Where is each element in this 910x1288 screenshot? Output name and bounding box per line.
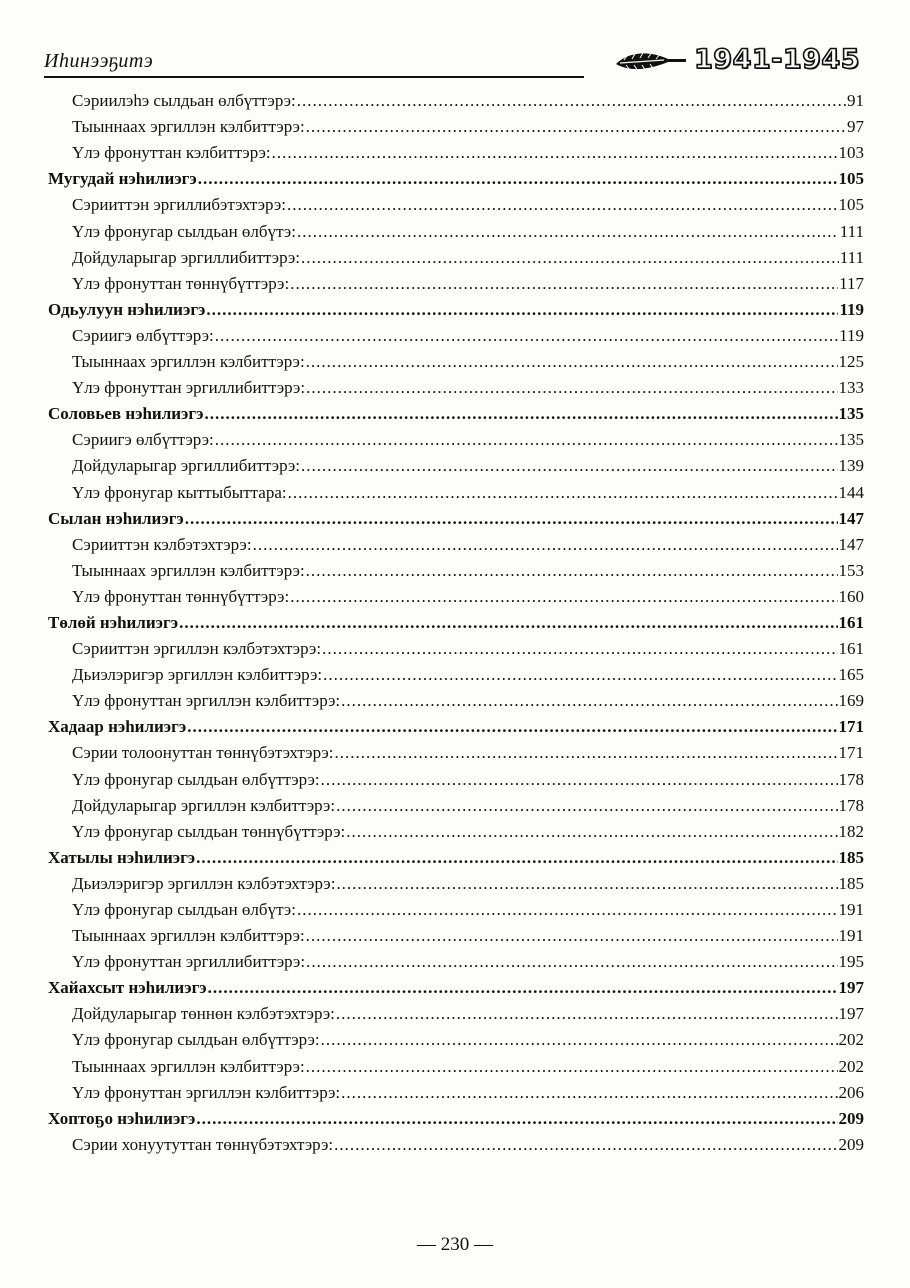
toc-page-number: 206 [838, 1082, 864, 1102]
toc-subentry [44, 634, 864, 660]
toc-page-number: 161 [838, 612, 864, 632]
dot-leader [306, 560, 838, 582]
toc-subentry [44, 190, 864, 216]
toc-entry-title: Үлэ фронугар сылдьан өлбүттэрэ: [72, 1030, 320, 1050]
toc-page-number: 91 [847, 91, 864, 111]
feather-icon [614, 46, 688, 76]
toc-subentry [44, 138, 864, 164]
toc-entry-title: Үлэ фронуттан эргиллибиттэрэ: [72, 952, 306, 972]
toc-entry-title: Үлэ фронуттан эргиллэн кэлбиттэрэ: [72, 1082, 341, 1102]
dot-leader [196, 1108, 837, 1130]
toc-page-number: 197 [838, 978, 864, 998]
toc-page-number: 161 [838, 639, 864, 659]
toc-entry-title: Үлэ фронугар сылдьан өлбүтэ: [72, 221, 296, 241]
table-of-contents [44, 86, 864, 1156]
dot-leader [215, 429, 838, 451]
toc-page-number: 111 [839, 221, 864, 241]
toc-entry-title: Тыыннаах эргиллэн кэлбиттэрэ: [72, 117, 305, 137]
dot-leader [179, 612, 837, 634]
toc-page-number: 105 [838, 169, 864, 189]
dot-leader [301, 455, 837, 477]
toc-page-number: 171 [838, 743, 864, 763]
toc-subentry [44, 425, 864, 451]
toc-entry-title: Үлэ фронуттан төннүбүттэрэ: [72, 273, 290, 293]
toc-page-number: 169 [838, 691, 864, 711]
toc-page-number: 97 [847, 117, 864, 137]
toc-entry-title: Хоптоҕо нэһилиэгэ [48, 1108, 196, 1128]
dot-leader [306, 951, 837, 973]
dot-leader [323, 664, 837, 686]
toc-page-number: 125 [838, 352, 864, 372]
toc-subentry [44, 530, 864, 556]
toc-subentry [44, 1078, 864, 1104]
toc-subentry [44, 738, 864, 764]
running-title: Иһинээҕитэ [44, 50, 154, 72]
toc-entry-title: Дьиэлэригэр эргиллэн кэлбиттэрэ: [72, 665, 323, 685]
toc-subentry [44, 1130, 864, 1156]
toc-page-number: 147 [838, 508, 864, 528]
toc-page-number: 111 [839, 247, 864, 267]
toc-entry-title: Үлэ фронуттан төннүбүттэрэ: [72, 586, 290, 606]
toc-entry-title: Тыыннаах эргиллэн кэлбиттэрэ: [72, 1056, 305, 1076]
toc-entry-title: Үлэ фронуттан эргиллэн кэлбиттэрэ: [72, 691, 341, 711]
dot-leader [334, 1134, 837, 1156]
dot-leader [253, 534, 838, 556]
toc-subentry [44, 947, 864, 973]
dot-leader [215, 325, 838, 347]
toc-section-entry [44, 164, 864, 190]
toc-entry-title: Сэрииттэн эргиллибэтэхтэрэ: [72, 195, 286, 215]
toc-page-number: 133 [838, 378, 864, 398]
toc-subentry [44, 216, 864, 242]
header-rule [44, 76, 584, 78]
dot-leader [301, 247, 839, 269]
toc-entry-title: Дьиэлэригэр эргиллэн кэлбэтэхтэрэ: [72, 873, 336, 893]
dot-leader [306, 116, 846, 138]
toc-subentry [44, 243, 864, 269]
toc-page-number: 144 [838, 482, 864, 502]
toc-page-number: 139 [838, 456, 864, 476]
dot-leader [297, 90, 846, 112]
toc-subentry [44, 347, 864, 373]
dot-leader [335, 742, 838, 764]
toc-page-number: 191 [838, 900, 864, 919]
toc-entry-title: Дойдуларыгар эргиллэн кэлбиттэрэ: [72, 795, 336, 815]
toc-page-number: 105 [838, 195, 864, 215]
dot-leader [287, 194, 838, 216]
toc-page-number: 171 [838, 717, 864, 737]
dot-leader [306, 925, 838, 947]
toc-page-number: 160 [838, 586, 864, 606]
toc-subentry [44, 764, 864, 790]
toc-entry-title: Сэриилэһэ сылдьан өлбүттэрэ: [72, 91, 296, 111]
toc-entry-title: Хадаар нэһилиэгэ [48, 717, 187, 737]
toc-page-number: 153 [838, 560, 864, 580]
years-emblem: 1941-1945 [694, 44, 860, 75]
toc-subentry [44, 556, 864, 582]
toc-entry-title: Тыыннаах эргиллэн кэлбиттэрэ: [72, 926, 305, 946]
toc-subentry [44, 582, 864, 608]
dot-leader [346, 821, 837, 843]
toc-page-number: 135 [838, 404, 864, 424]
toc-subentry [44, 1051, 864, 1077]
toc-page-number: 165 [838, 665, 864, 685]
dot-leader [206, 299, 838, 321]
dot-leader [341, 690, 837, 712]
toc-page-number: 195 [838, 952, 864, 972]
toc-page-number: 185 [838, 873, 864, 893]
dot-leader [322, 638, 837, 660]
dot-leader [306, 377, 837, 399]
toc-entry-title: Хатылы нэһилиэгэ [48, 847, 196, 867]
toc-entry-title: Үлэ фронуттан эргиллибиттэрэ: [72, 378, 306, 398]
toc-section-entry [44, 973, 864, 999]
dot-leader [196, 847, 837, 869]
toc-subentry [44, 321, 864, 347]
toc-page-number: 209 [838, 1108, 864, 1128]
toc-entry-title: Төлөй нэһилиэгэ [48, 612, 179, 632]
dot-leader [341, 1082, 837, 1104]
toc-entry-title: Мугудай нэһилиэгэ [48, 169, 197, 189]
toc-page-number: 135 [838, 430, 864, 450]
toc-entry-title: Үлэ фронугар сылдьан төннүбүттэрэ: [72, 821, 346, 841]
dot-leader [336, 1003, 838, 1025]
toc-entry-title: Сэриигэ өлбүттэрэ: [72, 325, 214, 345]
toc-page-number: 202 [838, 1030, 864, 1050]
dot-leader [290, 273, 838, 295]
toc-entry-title: Сылан нэһилиэгэ [48, 508, 184, 528]
dot-leader [336, 795, 837, 817]
toc-entry-title: Сэриигэ өлбүттэрэ: [72, 430, 214, 450]
toc-page-number: 209 [838, 1134, 864, 1154]
toc-subentry [44, 686, 864, 712]
toc-entry-title: Сэрии толоонуттан төннүбэтэхтэрэ: [72, 743, 334, 763]
toc-subentry [44, 1025, 864, 1051]
toc-page-number: 119 [839, 325, 864, 345]
toc-page-number: 178 [838, 795, 864, 815]
page-header [44, 42, 864, 82]
toc-entry-title: Сэрииттэн эргиллэн кэлбэтэхтэрэ: [72, 639, 322, 659]
toc-entry-title: Үлэ фронугар сылдьан өлбүтэ: [72, 900, 296, 919]
toc-subentry [44, 895, 864, 921]
toc-entry-title: Үлэ фронуттан кэлбиттэрэ: [72, 143, 271, 163]
toc-page-number: 103 [838, 143, 864, 163]
toc-entry-title: Сэрииттэн кэлбэтэхтэрэ: [72, 534, 252, 554]
toc-section-entry [44, 712, 864, 738]
toc-subentry [44, 477, 864, 503]
toc-subentry [44, 373, 864, 399]
dot-leader [336, 873, 837, 895]
toc-page-number: 182 [838, 821, 864, 841]
toc-subentry [44, 660, 864, 686]
toc-subentry [44, 112, 864, 138]
dot-leader [290, 586, 837, 608]
toc-page-number: 185 [838, 847, 864, 867]
toc-entry-title: Дойдуларыгар эргиллибиттэрэ: [72, 247, 301, 267]
toc-subentry [44, 869, 864, 895]
toc-entry-title: Одьулуун нэһилиэгэ [48, 299, 206, 319]
toc-entry-title: Тыыннаах эргиллэн кэлбиттэрэ: [72, 560, 305, 580]
toc-subentry [44, 999, 864, 1025]
toc-page-number: 178 [838, 769, 864, 789]
toc-page-number: 197 [838, 1004, 864, 1024]
toc-subentry [44, 86, 864, 112]
toc-entry-title: Дойдуларыгар төннөн кэлбэтэхтэрэ: [72, 1004, 335, 1024]
dot-leader [187, 716, 837, 738]
toc-section-entry [44, 295, 864, 321]
dot-leader [272, 142, 838, 164]
toc-page-number: 147 [838, 534, 864, 554]
toc-section-entry [44, 1104, 864, 1130]
dot-leader [321, 769, 838, 791]
dot-leader [321, 1029, 838, 1051]
dot-leader [297, 221, 839, 243]
toc-entry-title: Сэрии хонуутуттан төннүбэтэхтэрэ: [72, 1134, 334, 1154]
dot-leader [198, 168, 838, 190]
toc-section-entry [44, 399, 864, 425]
toc-subentry [44, 791, 864, 817]
dot-leader [208, 977, 838, 999]
toc-subentry [44, 451, 864, 477]
toc-entry-title: Тыыннаах эргиллэн кэлбиттэрэ: [72, 352, 305, 372]
page-number: — 230 — [417, 1234, 493, 1255]
toc-page-number: 202 [838, 1056, 864, 1076]
toc-entry-title: Соловьев нэһилиэгэ [48, 404, 204, 424]
toc-entry-title: Үлэ фронугар сылдьан өлбүттэрэ: [72, 769, 320, 789]
toc-page-number: 117 [839, 273, 864, 293]
toc-subentry [44, 921, 864, 947]
dot-leader [288, 482, 838, 504]
toc-subentry [44, 269, 864, 295]
toc-section-entry [44, 608, 864, 634]
dot-leader [204, 403, 837, 425]
toc-section-entry [44, 504, 864, 530]
dot-leader [306, 351, 838, 373]
toc-page-number: 191 [838, 926, 864, 946]
dot-leader [297, 899, 838, 921]
dot-leader [185, 508, 838, 530]
toc-entry-title: Хайахсыт нэһилиэгэ [48, 978, 207, 998]
dot-leader [306, 1056, 838, 1078]
toc-entry-title: Үлэ фронугар кыттыбыттара: [72, 482, 287, 502]
toc-subentry [44, 817, 864, 843]
toc-section-entry [44, 843, 864, 869]
toc-page-number: 119 [839, 299, 864, 319]
toc-entry-title: Дойдуларыгар эргиллибиттэрэ: [72, 456, 301, 476]
